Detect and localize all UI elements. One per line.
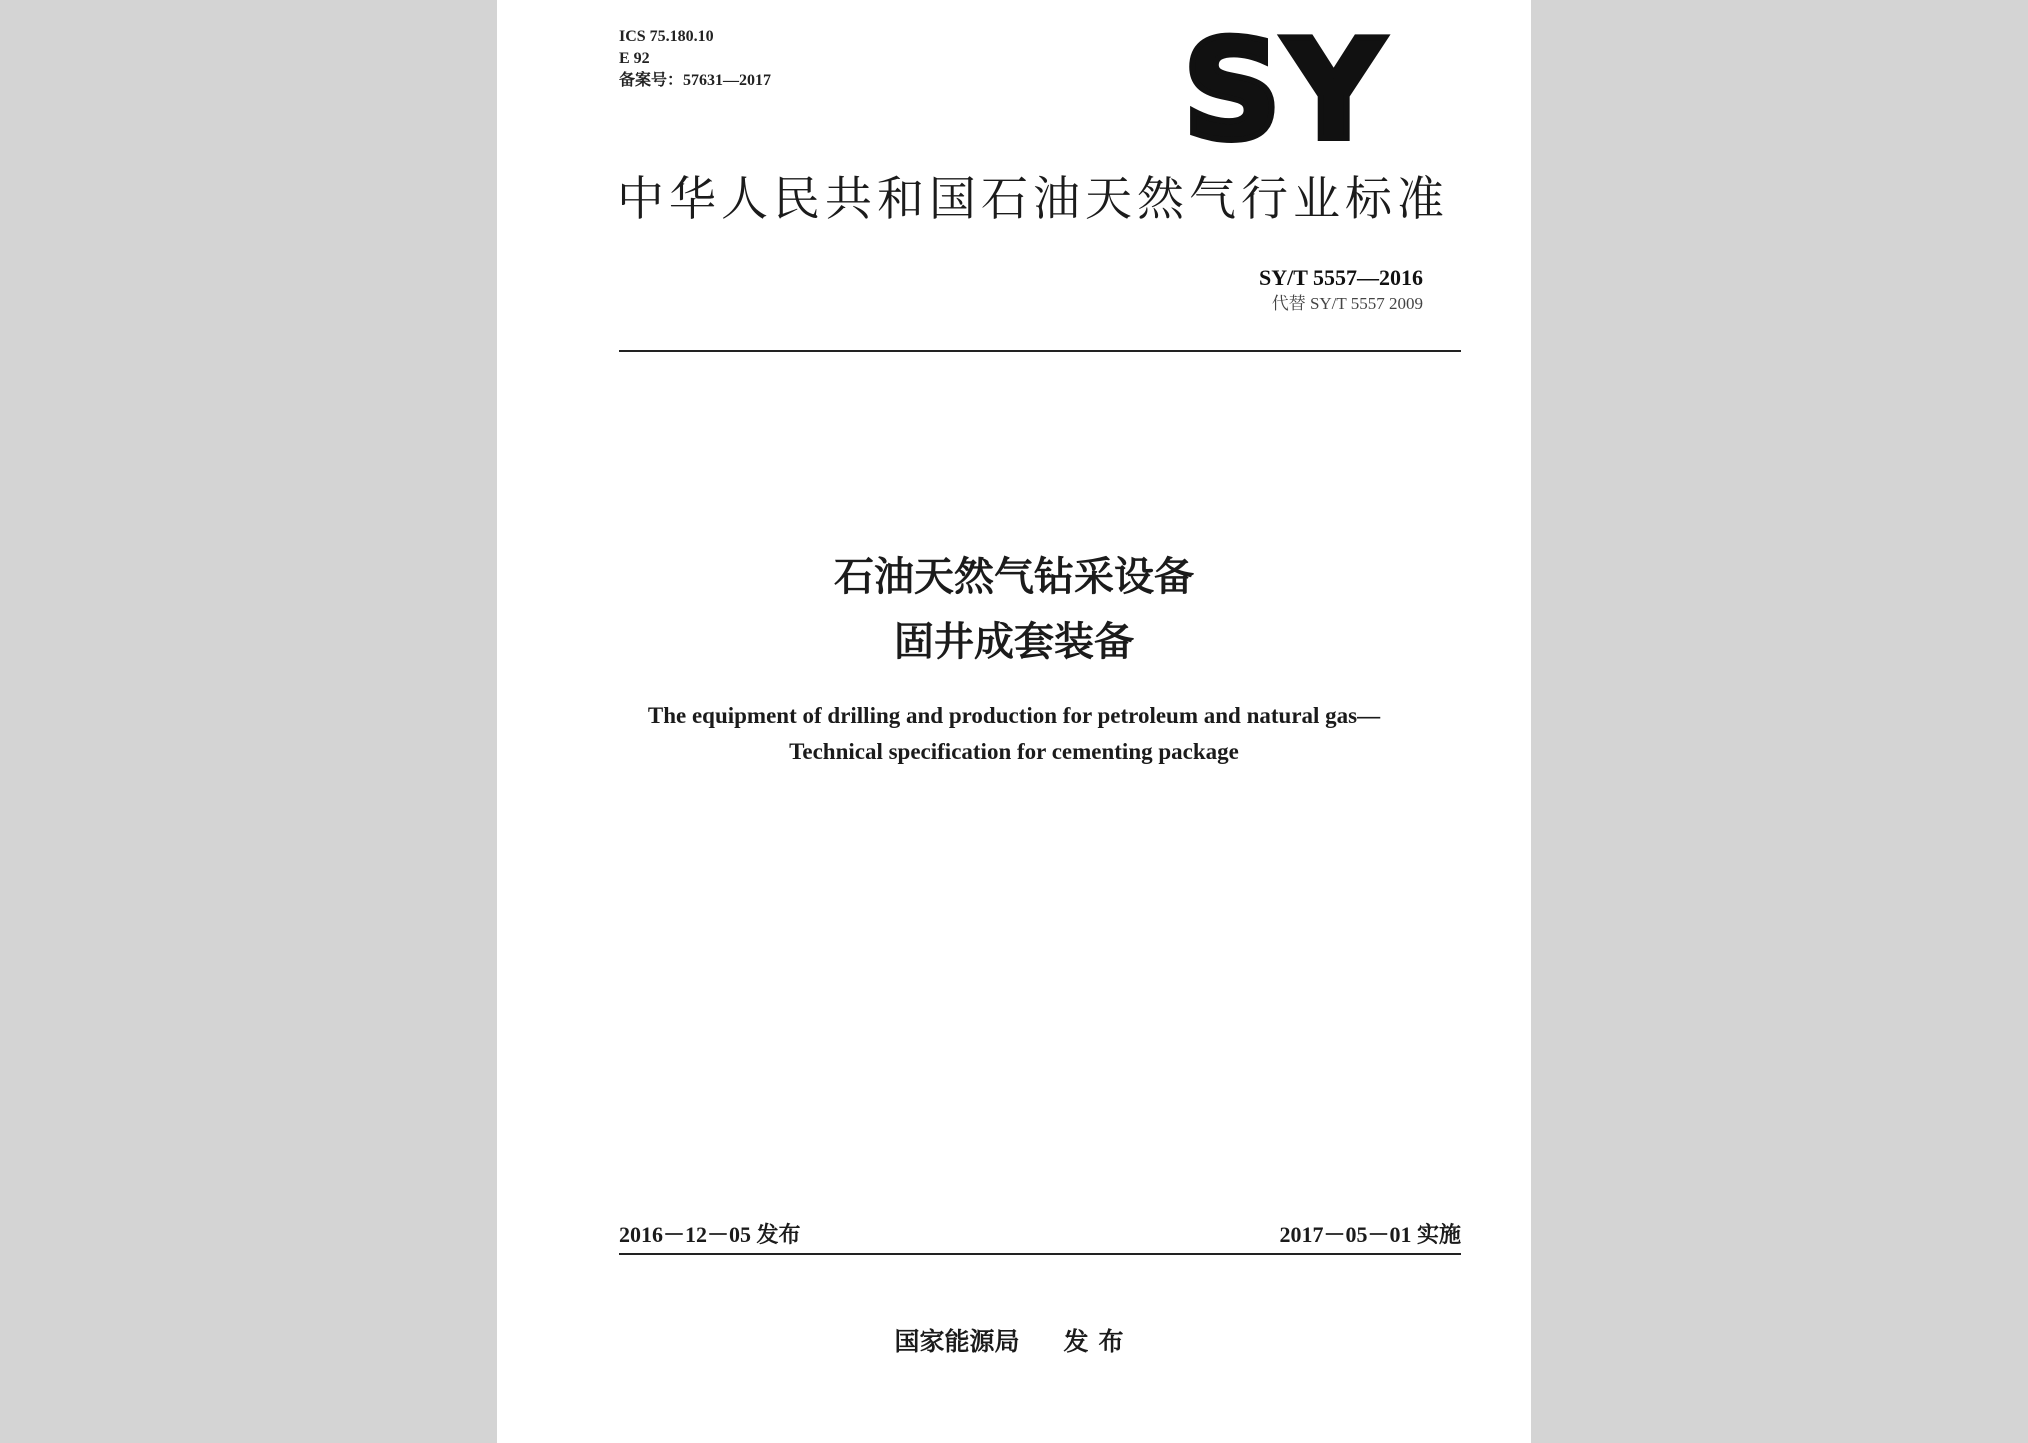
title-cn-line2: 固井成套装备 <box>894 619 1134 665</box>
title-en-line1: The equipment of drilling and production for petroleum and natural gas— <box>647 703 1381 728</box>
publisher-name: 国家能源局 <box>894 1327 1020 1356</box>
sy-logo <box>1177 20 1392 148</box>
title-cn-line1: 石油天然气钻采设备 <box>834 554 1194 600</box>
publisher-line <box>497 1322 1531 1358</box>
implementation-date: 2017－05－01 实施 <box>1279 1222 1461 1247</box>
ics-code: ICS 75.180.10 <box>619 28 714 45</box>
document-page <box>497 0 1531 1443</box>
standard-number: SY/T 5557—2016 <box>1258 265 1423 290</box>
header-divider <box>619 350 1461 352</box>
record-number: 备案号：57631—2017 <box>619 72 772 89</box>
issue-date: 2016－12－05 发布 <box>619 1222 801 1247</box>
publish-action: 发布 <box>1063 1327 1134 1356</box>
issuing-industry-title: 中华人民共和国石油天然气行业标准 <box>617 172 1449 227</box>
title-en-line2: Technical specification for cementing package <box>789 739 1239 764</box>
replaced-standard: 代替 SY/T 5557 2009 <box>1271 294 1423 313</box>
svg-text:SY: SY <box>1182 20 1386 148</box>
classification-block <box>619 26 771 92</box>
ccs-code: E 92 <box>619 50 650 67</box>
footer-divider <box>619 1253 1461 1255</box>
standard-code-block <box>1259 264 1423 316</box>
